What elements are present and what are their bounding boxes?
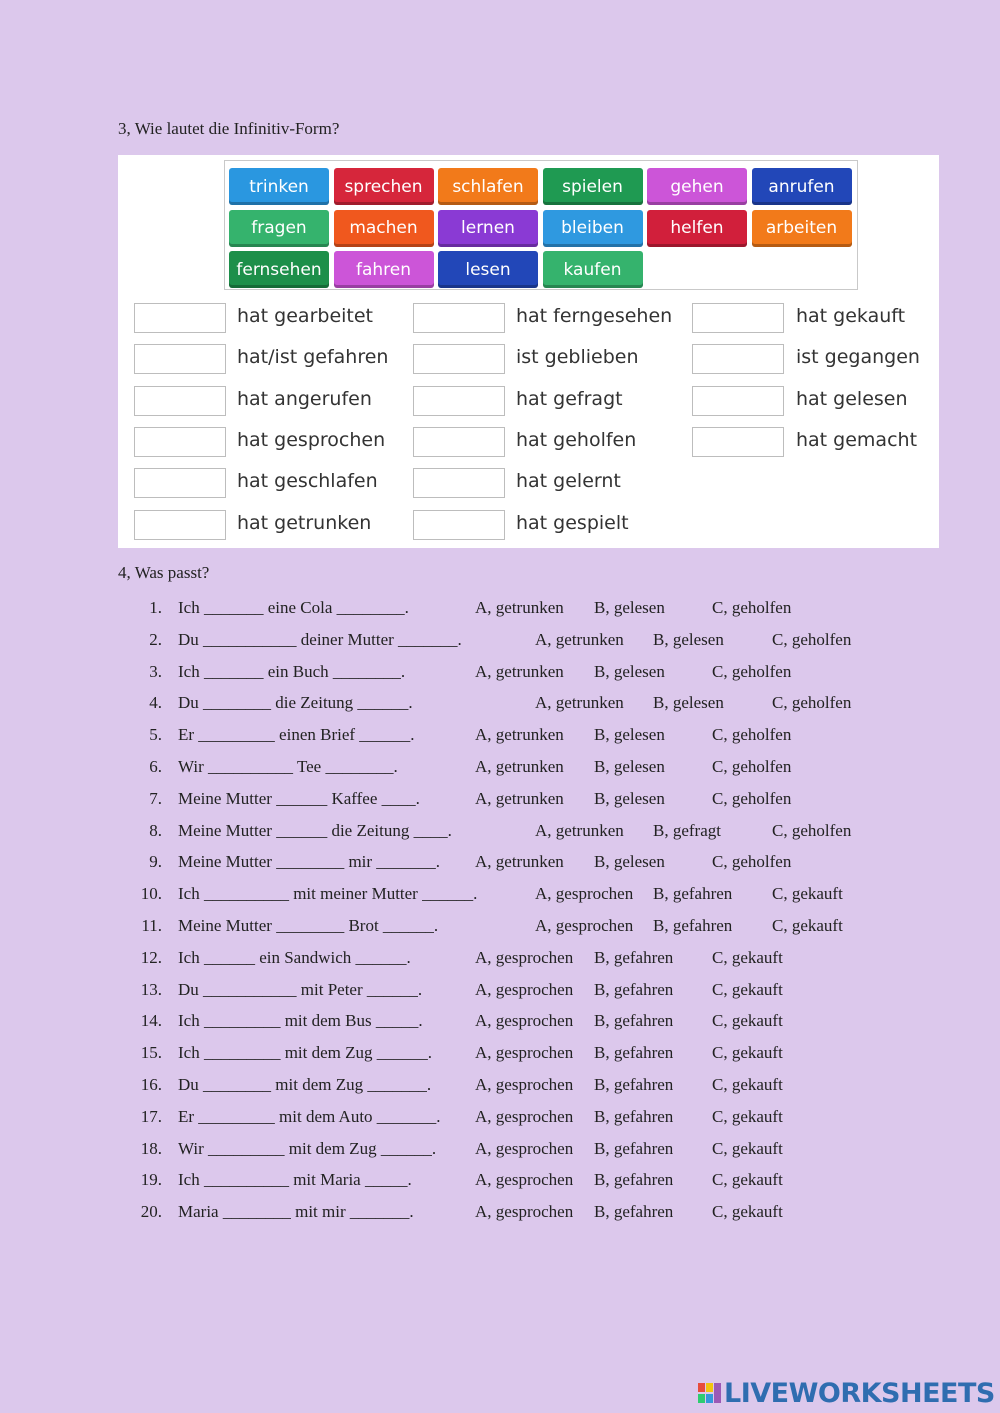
question-number: 15. [140, 1043, 162, 1063]
answer-label: hat gelesen [796, 387, 908, 410]
question-text: Meine Mutter ________ Brot ______. [178, 916, 439, 935]
option-a[interactable]: A, getrunken [475, 788, 564, 808]
option-b[interactable]: B, gefahren [594, 1202, 674, 1222]
option-b[interactable]: B, gefahren [653, 916, 733, 935]
question-number: 9. [149, 852, 162, 872]
answer-label: hat gelernt [516, 470, 621, 493]
answer-label: hat getrunken [237, 511, 372, 534]
option-b[interactable]: B, gefragt [653, 820, 721, 840]
question-text: Ich __________ mit meiner Mutter ______. [178, 884, 478, 904]
question-text: Er _________ mit dem Auto _______. [178, 1106, 441, 1126]
question-number: 6. [149, 757, 162, 776]
option-c[interactable]: C, geholfen [772, 820, 852, 840]
question-number: 20. [140, 1202, 162, 1222]
question-row [0, 980, 1000, 1004]
word-tile-fahren[interactable]: fahren [334, 251, 434, 288]
question-row [0, 757, 1000, 781]
option-c[interactable]: C, gekauft [712, 1011, 783, 1031]
answer-label: hat/ist gefahren [237, 346, 389, 369]
word-tile-fragen[interactable]: fragen [229, 210, 329, 247]
question-row [0, 1202, 1000, 1226]
option-c[interactable]: C, gekauft [712, 1170, 783, 1190]
option-c[interactable]: C, gekauft [712, 1075, 783, 1094]
question-text: Ich __________ mit Maria _____. [178, 1170, 412, 1190]
option-c[interactable]: C, geholfen [712, 757, 792, 776]
section-4-title: 4, Was passt? [118, 563, 210, 582]
option-b[interactable]: B, gefahren [594, 1043, 674, 1063]
logo-text: LIVEWORKSHEETS [724, 1377, 995, 1409]
option-b[interactable]: B, gelesen [594, 725, 665, 745]
question-row [0, 1170, 1000, 1194]
question-number: 7. [149, 788, 162, 808]
option-b[interactable]: B, gelesen [594, 757, 665, 776]
option-c[interactable]: C, gekauft [712, 979, 783, 999]
question-text: Maria ________ mit mir _______. [178, 1202, 414, 1222]
question-text: Ich _______ eine Cola ________. [178, 598, 409, 617]
question-text: Meine Mutter ______ die Zeitung ____. [178, 820, 452, 840]
option-a[interactable]: A, getrunken [475, 852, 564, 872]
option-a[interactable]: A, gesprochen [475, 947, 574, 967]
word-tile-lesen[interactable]: lesen [438, 251, 538, 288]
answer-drop-box[interactable] [692, 427, 784, 457]
question-text: Meine Mutter ______ Kaffee ____. [178, 788, 420, 808]
answer-drop-box[interactable] [692, 344, 784, 374]
answer-label: hat gekauft [796, 305, 906, 327]
option-b[interactable]: B, gefahren [594, 1075, 674, 1094]
question-row [0, 1107, 1000, 1131]
answer-drop-box[interactable] [134, 344, 226, 374]
option-a[interactable]: A, getrunken [535, 820, 624, 840]
option-b[interactable]: B, gefahren [594, 947, 674, 967]
question-number: 16. [140, 1075, 162, 1094]
answer-drop-box[interactable] [134, 510, 226, 540]
word-bank [224, 160, 858, 290]
answer-label: hat gespielt [516, 511, 629, 534]
answer-drop-box[interactable] [413, 386, 505, 416]
word-tile-helfen[interactable]: helfen [647, 210, 747, 247]
answer-drop-box[interactable] [134, 427, 226, 457]
option-a[interactable]: A, gesprochen [475, 1202, 574, 1222]
question-row [0, 630, 1000, 654]
question-text: Ich ______ ein Sandwich ______. [178, 947, 411, 967]
option-c[interactable]: C, geholfen [712, 788, 792, 808]
section-3-title: 3, Wie lautet die Infinitiv-Form? [118, 119, 340, 138]
question-row [0, 662, 1000, 686]
option-c[interactable]: C, gekauft [712, 1106, 783, 1126]
question-text: Wir _________ mit dem Zug ______. [178, 1138, 437, 1158]
word-tile-spielen[interactable]: spielen [543, 168, 643, 205]
question-row [0, 1075, 1000, 1099]
question-number: 11. [141, 916, 162, 935]
question-row [0, 789, 1000, 813]
option-c[interactable]: C, gekauft [712, 1138, 783, 1158]
option-a[interactable]: A, gesprochen [475, 979, 574, 999]
option-c[interactable]: C, gekauft [772, 916, 843, 935]
drag-drop-panel [118, 155, 939, 548]
option-c[interactable]: C, gekauft [772, 884, 843, 904]
option-b[interactable]: B, gefahren [594, 979, 674, 999]
answer-label: ist gegangen [796, 346, 920, 369]
question-row [0, 598, 1000, 622]
answer-drop-box[interactable] [692, 386, 784, 416]
option-a[interactable]: A, getrunken [475, 661, 564, 681]
option-a[interactable]: A, gesprochen [475, 1043, 574, 1063]
question-text: Du ________ die Zeitung ______. [178, 693, 413, 713]
option-c[interactable]: C, geholfen [772, 693, 852, 713]
answer-label: hat gearbeitet [237, 305, 373, 327]
option-c[interactable]: C, geholfen [712, 852, 792, 872]
question-number: 3. [149, 661, 162, 681]
word-tile-machen[interactable]: machen [334, 210, 434, 247]
answer-drop-box[interactable] [413, 468, 505, 498]
answer-label: hat ferngesehen [516, 305, 673, 327]
option-a[interactable]: A, getrunken [475, 757, 564, 776]
answer-label: hat angerufen [237, 387, 372, 410]
word-tile-lernen[interactable]: lernen [438, 210, 538, 247]
option-b[interactable]: B, gelesen [594, 852, 665, 872]
question-row [0, 1011, 1000, 1035]
answer-label: hat geschlafen [237, 470, 378, 493]
word-tile-sprechen[interactable]: sprechen [334, 168, 434, 205]
word-tile-schlafen[interactable]: schlafen [438, 168, 538, 205]
question-number: 19. [140, 1170, 162, 1190]
question-number: 8. [149, 820, 162, 840]
question-text: Wir __________ Tee ________. [178, 757, 398, 776]
option-c[interactable]: C, gekauft [712, 947, 783, 967]
option-c[interactable]: C, geholfen [712, 598, 792, 617]
question-number: 10. [140, 884, 162, 904]
option-a[interactable]: A, gesprochen [475, 1138, 574, 1158]
option-b[interactable]: B, gefahren [594, 1138, 674, 1158]
question-number: 17. [140, 1106, 162, 1126]
question-text: Du ___________ mit Peter ______. [178, 979, 423, 999]
option-c[interactable]: C, geholfen [772, 629, 852, 649]
liveworksheets-logo [698, 1378, 995, 1408]
option-b[interactable]: B, gefahren [594, 1106, 674, 1126]
option-b[interactable]: B, gefahren [594, 1011, 674, 1031]
option-a[interactable]: A, gesprochen [475, 1106, 574, 1126]
option-c[interactable]: C, geholfen [712, 725, 792, 745]
option-c[interactable]: C, gekauft [712, 1043, 783, 1063]
question-text: Er _________ einen Brief ______. [178, 725, 415, 745]
question-row [0, 693, 1000, 717]
question-number: 18. [140, 1138, 162, 1158]
answer-drop-box[interactable] [134, 386, 226, 416]
answer-drop-box[interactable] [692, 303, 784, 333]
option-a[interactable]: A, gesprochen [535, 916, 634, 935]
word-tile-kaufen[interactable]: kaufen [543, 251, 643, 288]
word-tile-arbeiten[interactable]: arbeiten [752, 210, 852, 247]
question-number: 13. [140, 979, 162, 999]
question-text: Meine Mutter ________ mir _______. [178, 852, 441, 872]
option-a[interactable]: A, getrunken [535, 629, 624, 649]
question-number: 5. [149, 725, 162, 745]
answer-label: ist geblieben [516, 346, 639, 369]
answer-drop-box[interactable] [134, 303, 226, 333]
option-a[interactable]: A, getrunken [475, 725, 564, 745]
option-a[interactable]: A, getrunken [475, 598, 564, 617]
option-a[interactable]: A, gesprochen [475, 1011, 574, 1031]
option-b[interactable]: B, gefahren [653, 884, 733, 904]
option-b[interactable]: B, gelesen [594, 788, 665, 808]
option-a[interactable]: A, getrunken [535, 693, 624, 713]
option-b[interactable]: B, gelesen [653, 693, 724, 713]
word-tile-anrufen[interactable]: anrufen [752, 168, 852, 205]
option-b[interactable]: B, gelesen [594, 661, 665, 681]
option-a[interactable]: A, gesprochen [475, 1170, 574, 1190]
option-b[interactable]: B, gelesen [653, 629, 724, 649]
word-tile-bleiben[interactable]: bleiben [543, 210, 643, 247]
question-text: Ich _______ ein Buch ________. [178, 661, 406, 681]
word-tile-trinken[interactable]: trinken [229, 168, 329, 205]
word-tile-fernsehen[interactable]: fernsehen [229, 251, 329, 288]
answer-drop-box[interactable] [413, 303, 505, 333]
answer-drop-box[interactable] [413, 510, 505, 540]
answer-label: hat gefragt [516, 387, 623, 410]
word-tile-gehen[interactable]: gehen [647, 168, 747, 205]
answer-drop-box[interactable] [134, 468, 226, 498]
question-number: 2. [149, 629, 162, 649]
question-row [0, 852, 1000, 876]
question-row [0, 948, 1000, 972]
question-number: 14. [140, 1011, 162, 1031]
option-b[interactable]: B, gelesen [594, 598, 665, 617]
question-text: Ich _________ mit dem Zug ______. [178, 1043, 433, 1063]
question-text: Du ___________ deiner Mutter _______. [178, 629, 462, 649]
option-b[interactable]: B, gefahren [594, 1170, 674, 1190]
question-row [0, 916, 1000, 940]
answer-label: hat gesprochen [237, 428, 386, 451]
question-row [0, 1139, 1000, 1163]
question-number: 12. [140, 947, 162, 967]
question-row [0, 1043, 1000, 1067]
option-a[interactable]: A, gesprochen [535, 884, 634, 904]
question-row [0, 884, 1000, 908]
answer-label: hat gemacht [796, 428, 918, 451]
question-number: 4. [149, 693, 162, 713]
answer-label: hat geholfen [516, 428, 637, 451]
question-row [0, 725, 1000, 749]
option-a[interactable]: A, gesprochen [475, 1075, 574, 1094]
question-number: 1. [149, 598, 162, 617]
question-text: Ich _________ mit dem Bus _____. [178, 1011, 423, 1031]
answer-drop-box[interactable] [413, 344, 505, 374]
answer-drop-box[interactable] [413, 427, 505, 457]
question-text: Du ________ mit dem Zug _______. [178, 1075, 432, 1094]
option-c[interactable]: C, geholfen [712, 661, 792, 681]
question-row [0, 821, 1000, 845]
liveworksheets-logo-icon [698, 1381, 722, 1405]
option-c[interactable]: C, gekauft [712, 1202, 783, 1222]
